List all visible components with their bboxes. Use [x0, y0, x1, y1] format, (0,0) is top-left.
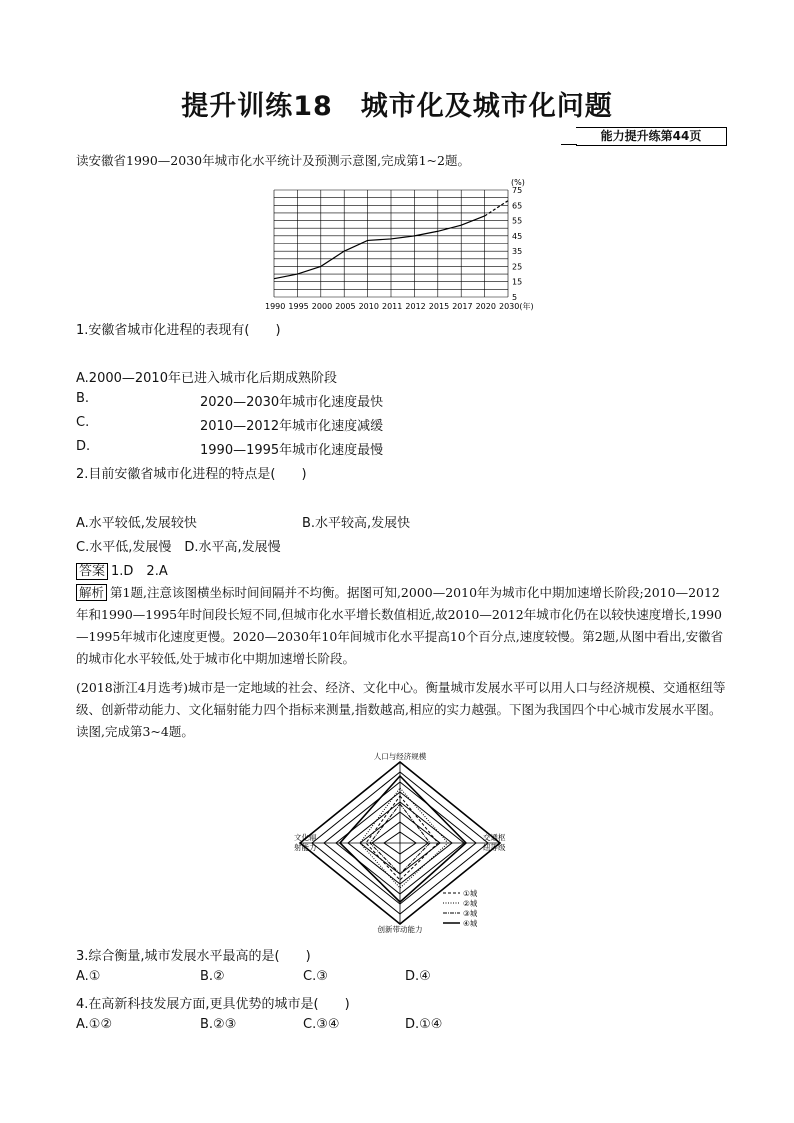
q4-stem: 4.在高新科技发展方面,更具优势的城市是( )	[76, 997, 350, 1012]
legend-city-3: ③城	[463, 909, 478, 918]
series-line-forecast	[485, 201, 508, 216]
radar-axis-top: 人口与经济规模	[373, 752, 427, 761]
x-tick-label: 2015	[428, 302, 450, 311]
legend-city-2: ②城	[463, 899, 478, 908]
x-tick-label: 2020	[475, 302, 496, 311]
y-tick-label: 5	[512, 293, 518, 302]
x-tick-label: 1990	[265, 302, 286, 311]
y-tick-label: 65	[512, 201, 523, 211]
q1-option-d: 1990—1995年城市化速度最慢	[200, 443, 384, 458]
urbanization-chart	[262, 175, 552, 315]
x-tick-label: 2010	[358, 302, 379, 311]
page-ref-tag: 能力提升练第44页	[576, 127, 727, 146]
q4-option-c: C.③④	[303, 1017, 340, 1032]
y-tick-label: 75	[512, 186, 523, 195]
q4-option-d: D.①④	[405, 1017, 443, 1032]
q3-option-c: C.③	[303, 969, 328, 984]
intro-text-2: (2018浙江4月选考)城市是一定地域的社会、经济、文化中心。衡量城市发展水平可以用人口与经济规模、交通枢纽等级、创新带动能力、文化辐射能力四个指标来测量,指数越高,相应的实力越强。下图为我国四个中心城市发展水平图。读图,完成第3~4题。	[76, 680, 726, 739]
analysis-block	[76, 582, 726, 670]
series-line-actual	[274, 216, 485, 279]
q1-option-b: 2020—2030年城市化速度最快	[200, 395, 384, 410]
y-tick-label: 45	[512, 231, 523, 241]
chart-unit-label: (%)	[511, 178, 525, 187]
q2-option-cd: C.水平低,发展慢 D.水平高,发展慢	[76, 540, 281, 555]
answer-label: 答案	[76, 563, 108, 580]
radar-axis-bottom: 创新带动能力	[377, 925, 423, 934]
radar-legend	[443, 888, 478, 928]
radar-axis-left-1: 文化辐	[294, 833, 317, 842]
x-tick-label: 2017	[452, 302, 473, 311]
x-tick-label: 1995	[288, 302, 309, 311]
q4-option-a: A.①②	[76, 1017, 113, 1032]
q3-stem: 3.综合衡量,城市发展水平最高的是( )	[76, 949, 311, 964]
q2-option-b: B.水平较高,发展快	[302, 516, 411, 531]
analysis-label: 解析	[76, 584, 107, 601]
radar-axis-right-2: 纽等级	[483, 843, 506, 852]
x-tick-label: 2030(年)	[499, 302, 534, 311]
q3-option-d: D.④	[405, 969, 431, 984]
q1-option-d-letter: D.	[76, 439, 91, 454]
legend-city-4: ④城	[463, 919, 478, 928]
y-tick-label: 15	[512, 277, 523, 287]
page-title: 提升训练18 城市化及城市化问题	[181, 91, 613, 122]
intro-text-1: 读安徽省1990—2030年城市化水平统计及预测示意图,完成第1~2题。	[76, 153, 470, 168]
y-tick-label: 55	[512, 216, 523, 226]
q1-option-a: A.2000—2010年已进入城市化后期成熟阶段	[76, 371, 337, 386]
q1-option-b-letter: B.	[76, 391, 90, 406]
x-tick-label: 2011	[382, 302, 403, 311]
legend-city-1: ①城	[463, 889, 478, 898]
q1-stem: 1.安徽省城市化进程的表现有( )	[76, 323, 281, 338]
y-tick-label: 35	[512, 247, 523, 257]
city-radar-diagram	[280, 752, 520, 934]
q4-option-b: B.②③	[200, 1017, 237, 1032]
chart-grid	[274, 190, 508, 297]
answer-text: 1.D 2.A	[111, 564, 168, 579]
q1-option-c-letter: C.	[76, 415, 90, 430]
x-tick-label: 2000	[311, 302, 333, 311]
chart-y-ticks	[512, 186, 522, 302]
q1-option-c: 2010—2012年城市化速度减缓	[200, 419, 384, 434]
q2-option-a: A.水平较低,发展较快	[76, 516, 197, 531]
x-tick-label: 2005	[335, 302, 356, 311]
y-tick-label: 25	[512, 262, 523, 272]
q3-option-b: B.②	[200, 969, 225, 984]
x-tick-label: 2012	[405, 302, 426, 311]
radar-axis-right-1: 交通枢	[483, 833, 506, 842]
radar-axis-left-2: 射能力	[294, 843, 317, 852]
q3-option-a: A.①	[76, 969, 101, 984]
chart-x-ticks	[265, 301, 534, 311]
q2-stem: 2.目前安徽省城市化进程的特点是( )	[76, 467, 307, 482]
answer-line	[76, 560, 168, 579]
tag-underline	[561, 144, 577, 145]
analysis-text: 第1题,注意该图横坐标时间间隔并不均衡。据图可知,2000—2010年为城市化中期加速增长阶段;2010—2012年和1990—1995年时间段长短不同,但城市化水平增长数值相近,故2010—2012年城市化仍在以较快速度增长,1990—1995年城市化速度更慢。2020—2030年10年间城市化水平提高10个百分点,速度较慢。第2题,从图中看出,安徽省的城市化水平较低,处于城市化中期加速增长阶段。	[76, 585, 724, 666]
